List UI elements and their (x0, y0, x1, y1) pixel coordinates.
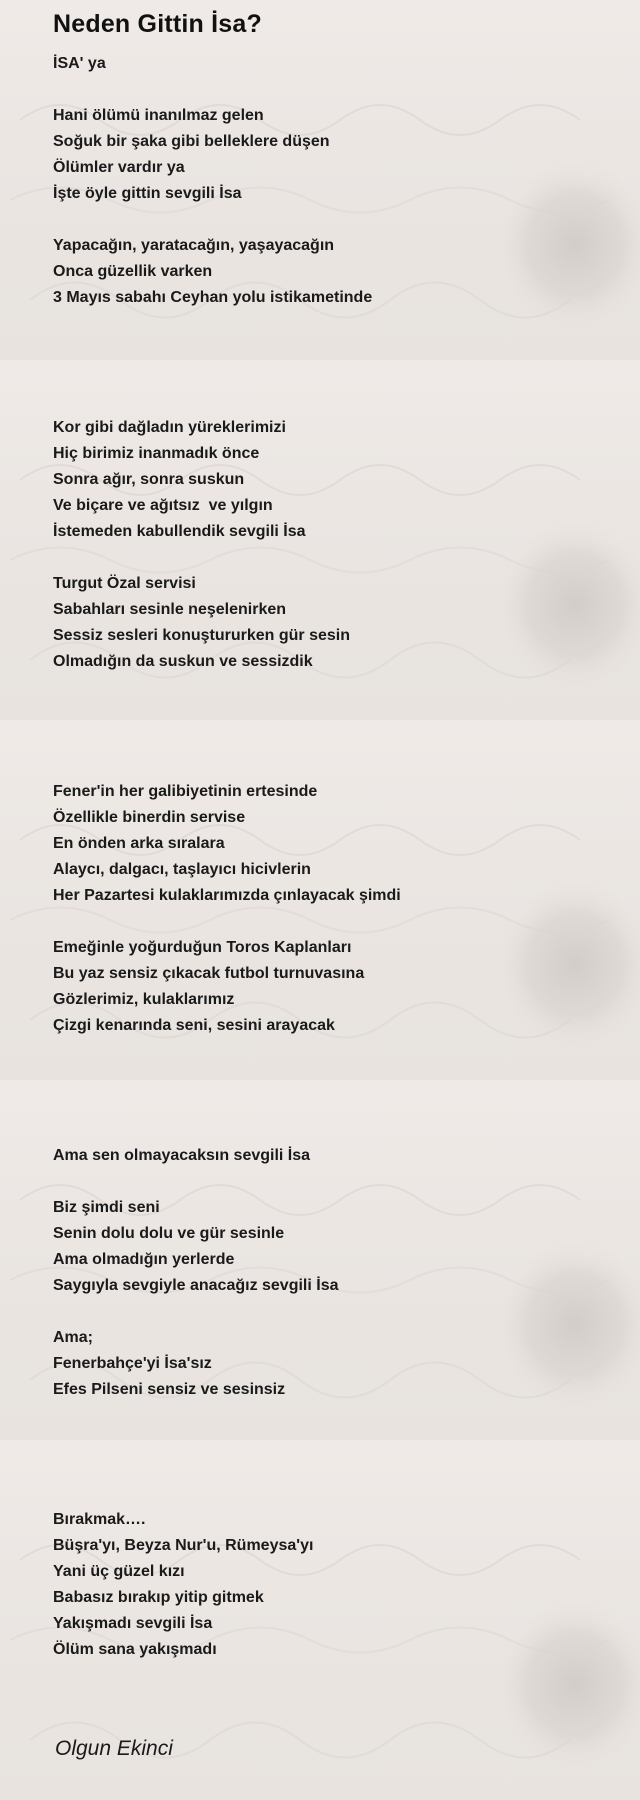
poem-line (53, 753, 401, 779)
poem-line (53, 77, 401, 103)
poem-line: En önden arka sıralara (53, 835, 225, 852)
poem-line: Kor gibi dağladın yüreklerimizi (53, 419, 286, 436)
poem-line: Her Pazartesi kulaklarımızda çınlayacak şimdi (53, 887, 401, 904)
poem-line (53, 1455, 401, 1481)
poem-line: Gözlerimiz, kulaklarımız (53, 991, 235, 1008)
poem-line: Alaycı, dalgacı, taşlayıcı hicivlerin (53, 861, 311, 878)
poem-line (53, 675, 401, 701)
poem-line: Bırakmak…. (53, 1511, 146, 1528)
poem-line: Ama olmadığın yerlerde (53, 1251, 235, 1268)
poem-line: Yani üç güzel kızı (53, 1563, 185, 1580)
poem-line: Ölüm sana yakışmadı (53, 1641, 217, 1658)
poem-line: Efes Pilseni sensiz ve sesinsiz (53, 1381, 286, 1398)
poem-line (53, 1429, 401, 1455)
poem-line: Özellikle binerdin servise (53, 809, 246, 826)
poem-line (53, 727, 401, 753)
poem-line: Senin dolu dolu ve gür sesinle (53, 1225, 285, 1242)
poem-line: Saygıyla sevgiyle anacağız sevgili İsa (53, 1277, 339, 1294)
poem-line (53, 545, 401, 571)
poem-line: Hiç birimiz inanmadık önce (53, 445, 260, 462)
poem-line: İşte öyle gittin sevgili İsa (53, 185, 242, 202)
poem-line (53, 1091, 401, 1117)
poem-line (53, 1299, 401, 1325)
poem-line (53, 207, 401, 233)
poem-line (53, 1481, 401, 1507)
poem-line (53, 1403, 401, 1429)
poem-line: Babasız bırakıp yitip gitmek (53, 1589, 264, 1606)
poem-line (53, 1065, 401, 1091)
poem-line: Turgut Özal servisi (53, 575, 196, 592)
poem-line: Biz şimdi seni (53, 1199, 160, 1216)
poem-line: Onca güzellik varken (53, 263, 213, 280)
poem-line: Sessiz sesleri konuştururken gür sesin (53, 627, 351, 644)
poem-line: Ama sen olmayacaksın sevgili İsa (53, 1147, 311, 1164)
poem-line (53, 1117, 401, 1143)
poem-author: Olgun Ekinci (55, 1737, 173, 1760)
poem-line (53, 1039, 401, 1065)
poem-line: İstemeden kabullendik sevgili İsa (53, 523, 306, 540)
poem-line: Olmadığın da suskun ve sessizdik (53, 653, 313, 670)
poem-line: Sabahları sesinle neşelenirken (53, 601, 287, 618)
poem-line: İSA' ya (53, 55, 106, 72)
poem-line: Soğuk bir şaka gibi belleklere düşen (53, 133, 330, 150)
poem-line: Ölümler vardır ya (53, 159, 185, 176)
poem-line (53, 909, 401, 935)
poem-line: Büşra'yı, Beyza Nur'u, Rümeysa'yı (53, 1537, 314, 1554)
poem-line: Bu yaz sensiz çıkacak futbol turnuvasına (53, 965, 365, 982)
poem-line (53, 363, 401, 389)
poem-line: Ve biçare ve ağıtsız ve yılgın (53, 497, 273, 514)
poem-line (53, 701, 401, 727)
poem-line: Sonra ağır, sonra suskun (53, 471, 245, 488)
poem-line: Çizgi kenarında seni, sesini arayacak (53, 1017, 335, 1034)
poem-line (53, 311, 401, 337)
poem-line: Yapacağın, yaratacağın, yaşayacağın (53, 237, 335, 254)
poem-line (53, 337, 401, 363)
poem-line: Fener'in her galibiyetinin ertesinde (53, 783, 318, 800)
poem-line: Hani ölümü inanılmaz gelen (53, 107, 264, 124)
poem-line (53, 389, 401, 415)
poem-line (53, 1169, 401, 1195)
poem-line: 3 Mayıs sabahı Ceyhan yolu istikametinde (53, 289, 373, 306)
poem-line: Emeğinle yoğurduğun Toros Kaplanları (53, 939, 352, 956)
poem-title: Neden Gittin İsa? (53, 10, 262, 38)
poem-line: Yakışmadı sevgili İsa (53, 1615, 213, 1632)
poem-line: Ama; (53, 1329, 94, 1346)
poem-body (53, 51, 401, 1663)
poem-line: Fenerbahçe'yi İsa'sız (53, 1355, 212, 1372)
